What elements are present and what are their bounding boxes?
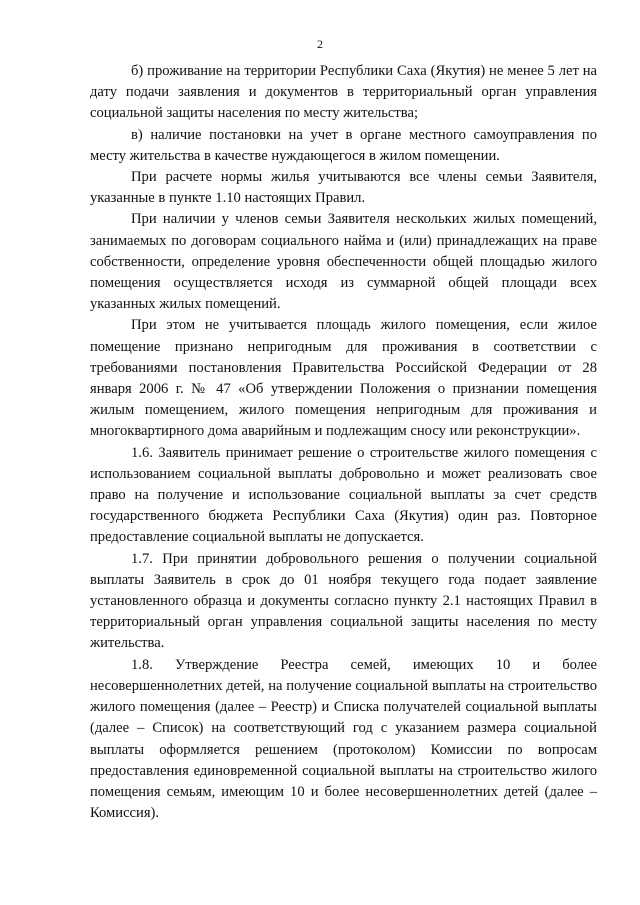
page-number: 2 [317, 37, 323, 51]
paragraph-unfit-dwelling: При этом не учитывается площадь жилого помещения, если жилое помещение признано непригодным для проживания в соответствии с требованиями постановления Правительства Российской Федерации от 28 января 2006 г. № 47 «Об утверждении Положения о признании помещения жилым помещением, жилого помещения непригодным для проживания и многоквартирного дома аварийным и подлежащим сносу или реконструкции». [90, 317, 597, 440]
paragraph-v-housing-registration: в) наличие постановки на учет в органе местного самоуправления по месту жительства в качестве нуждающегося в жилом помещении. [90, 126, 597, 164]
paragraph-housing-norm: При расчете нормы жилья учитываются все члены семьи Заявителя, указанные в пункте 1.10 настоящих Правил. [90, 169, 597, 207]
document-body [90, 61, 597, 824]
paragraph-1-8: 1.8. Утверждение Реестра семей, имеющих 10 и более несовершеннолетних детей, на получение социальной выплаты на строительство жилого помещения (далее – Реестр) и Списка получателей социальной выплаты (далее – Список) на соответствующий год с указанием размера социальной выплаты оформляется решением (протоколом) Комиссии по вопросам предоставления единовременной социальной выплаты на строительство жилого помещения семьям, имеющим 10 и более несовершеннолетних детей (далее – Комиссия). [90, 656, 597, 822]
paragraph-1-6: 1.6. Заявитель принимает решение о строительстве жилого помещения с использованием социальной выплаты добровольно и может реализовать свое право на получение и использование социальной выплаты за счет средств государственного бюджета Республики Саха (Якутия) один раз. Повторное предоставление социальной выплаты не допускается. [90, 444, 597, 546]
paragraph-multiple-dwellings: При наличии у членов семьи Заявителя нескольких жилых помещений, занимаемых по договорам социального найма и (или) принадлежащих на праве собственности, определение уровня обеспеченности общей площадью жилого помещения осуществляется исходя из суммарной общей площади всех указанных жилых помещений. [90, 211, 597, 313]
paragraph-1-7: 1.7. При принятии добровольного решения о получении социальной выплаты Заявитель в срок до 01 ноября текущего года подает заявление установленного образца и документы согласно пункту 2.1 настоящих Правил в территориальный орган управления социальной защиты населения по месту жительства. [90, 550, 597, 652]
paragraph-b-residence: б) проживание на территории Республики Саха (Якутия) не менее 5 лет на дату подачи заявления и документов в территориальный орган управления социальной защиты населения по месту жительства; [90, 63, 597, 122]
